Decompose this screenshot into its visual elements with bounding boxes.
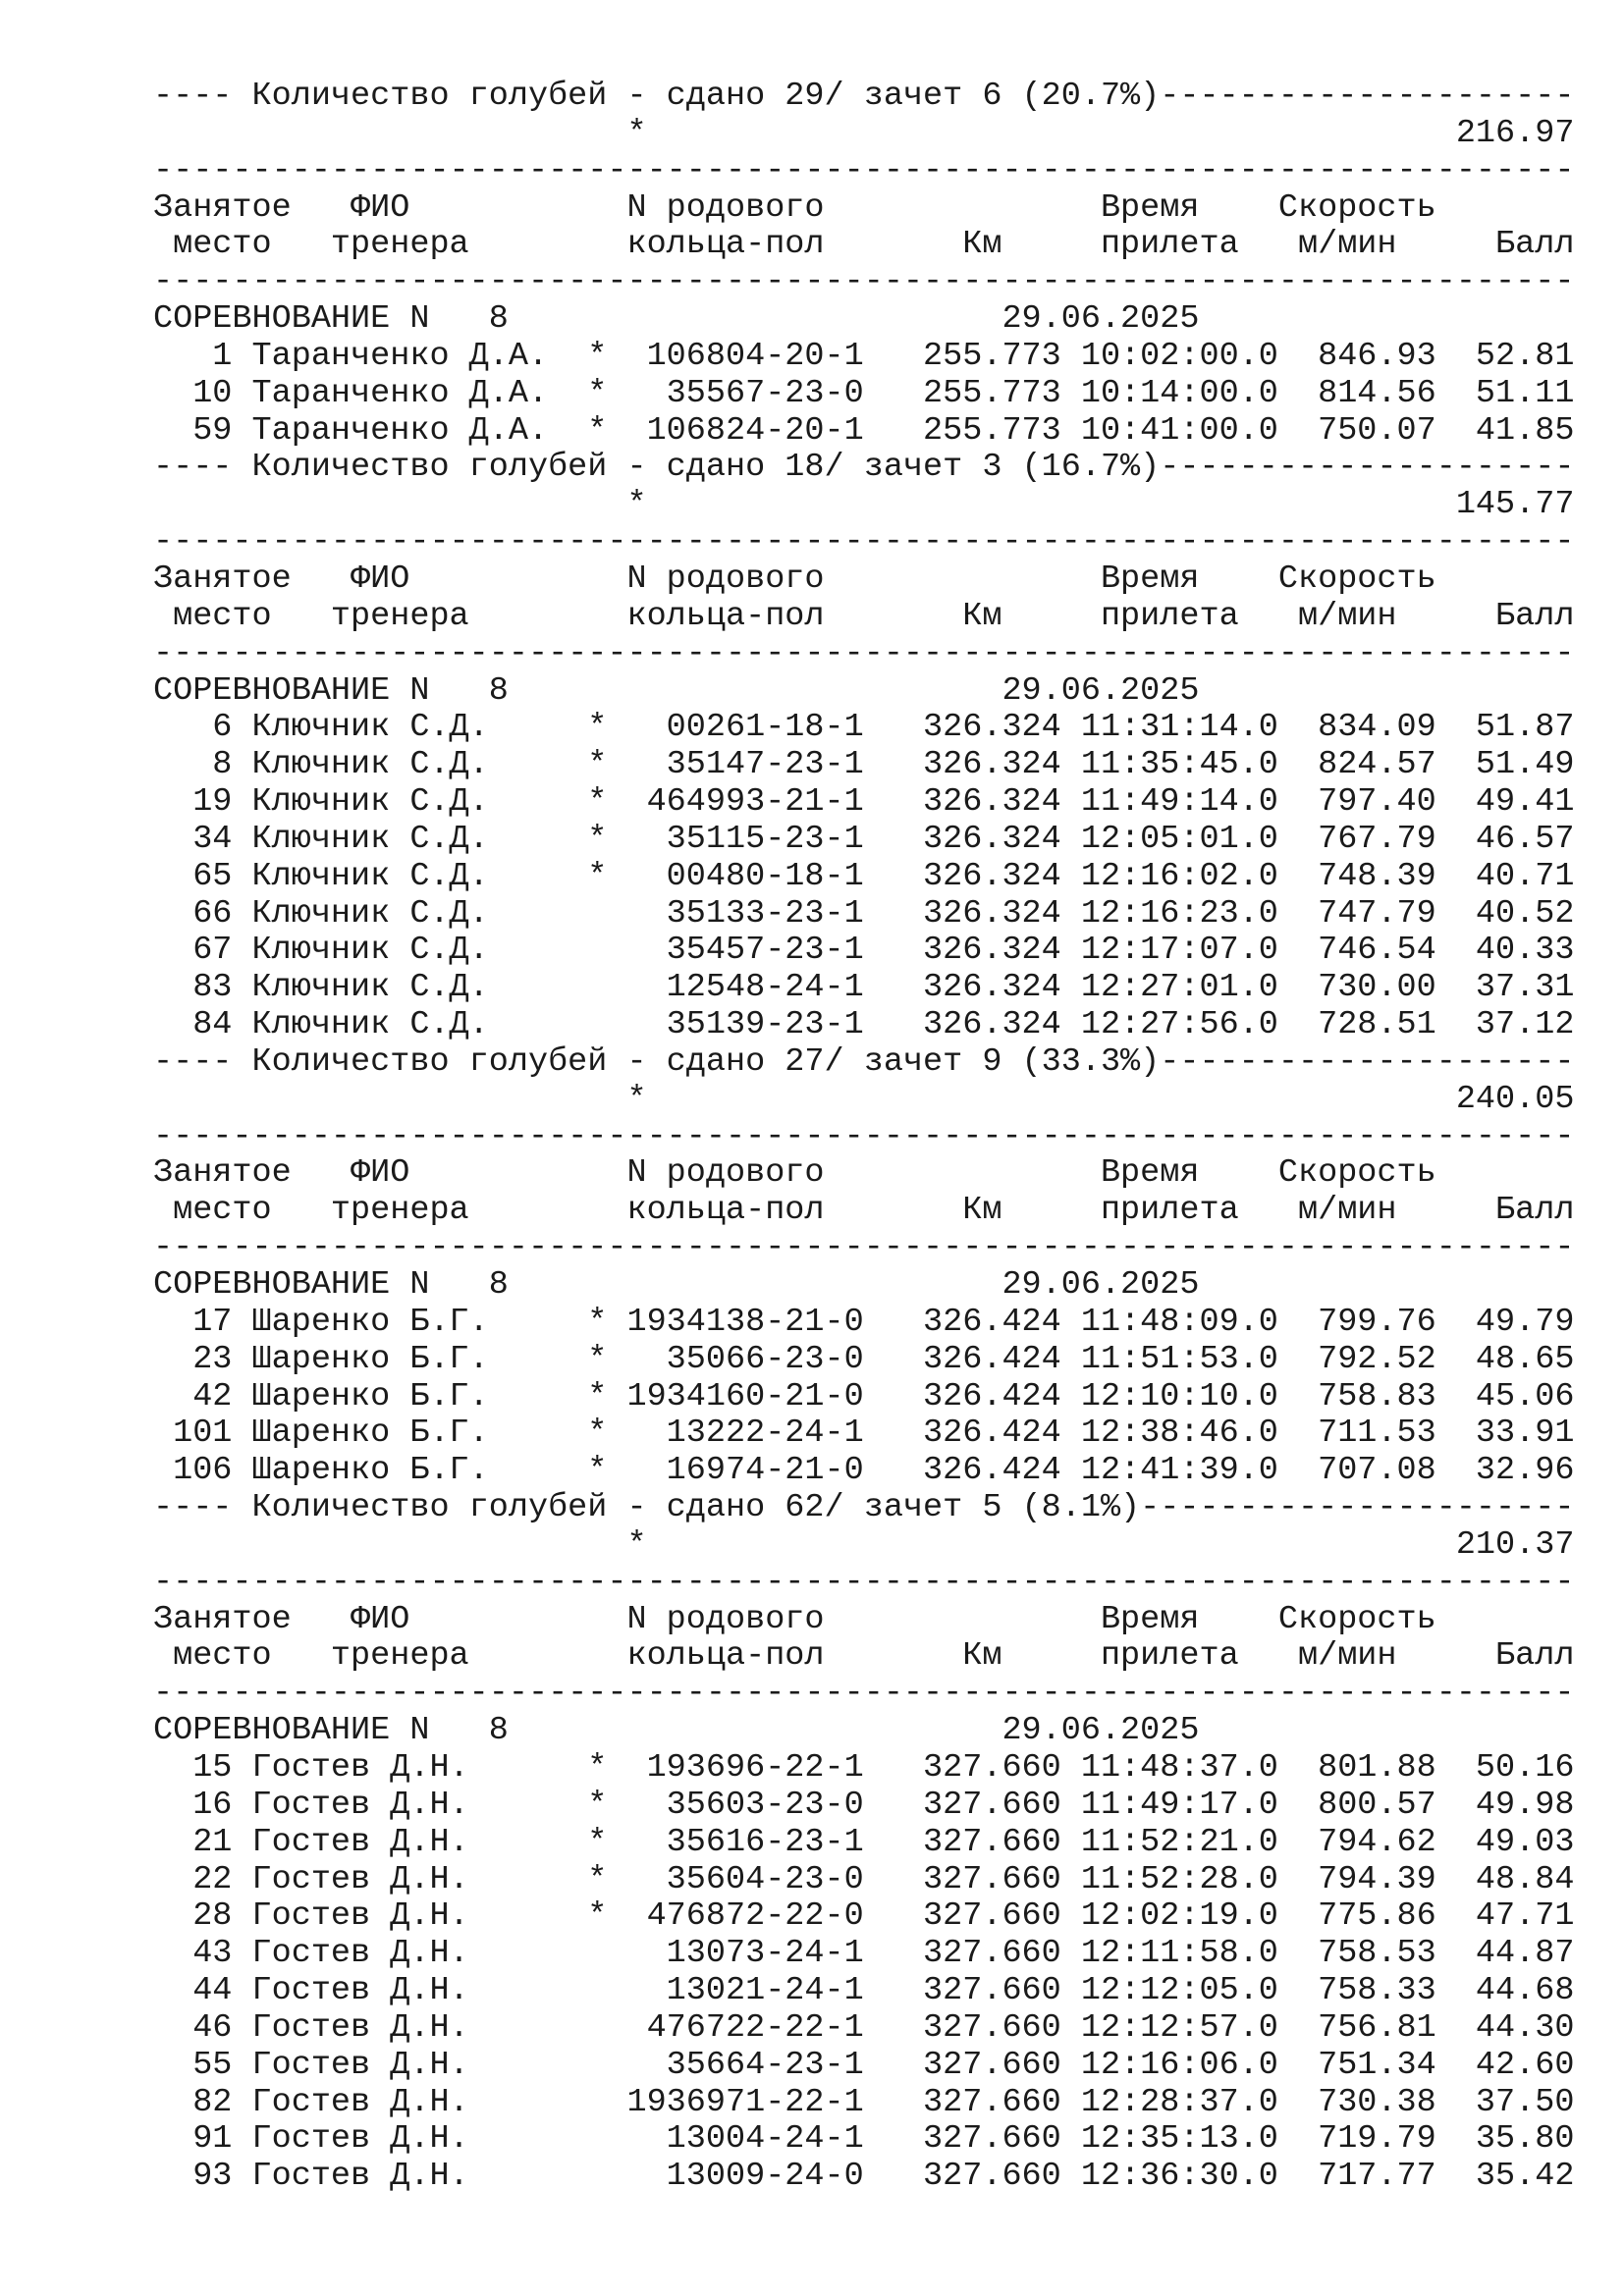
result-row: 46 Гостев Д.Н. 476722-22-1 327.660 12:12:57.0 756.81 44.30 <box>153 2008 1575 2047</box>
competition-line: СОРЕВНОВАНИЕ N 8 29.06.2025 <box>153 1266 1200 1304</box>
competition-line: СОРЕВНОВАНИЕ N 8 29.06.2025 <box>153 300 1200 339</box>
column-header-line: Занятое ФИО N родового Время Скорость <box>153 188 1436 227</box>
section-summary-line: ---- Количество голубей - сдано 27/ зачет 9 (33.3%)--------------------- <box>153 1042 1575 1081</box>
section-total-line: * 210.37 <box>153 1525 1575 1564</box>
result-row: 65 Ключник С.Д. * 00480-18-1 326.324 12:16:02.0 748.39 40.71 <box>153 857 1575 895</box>
section-total-line: * 240.05 <box>153 1080 1575 1118</box>
separator-line: ------------------------------------------------------------------------ <box>153 1117 1575 1155</box>
result-row: 82 Гостев Д.Н. 1936971-22-1 327.660 12:28:37.0 730.38 37.50 <box>153 2083 1575 2121</box>
separator-line: ------------------------------------------------------------------------ <box>153 1563 1575 1601</box>
section-total-line: * 216.97 <box>153 114 1575 152</box>
result-row: 34 Ключник С.Д. * 35115-23-1 326.324 12:05:01.0 767.79 46.57 <box>153 820 1575 858</box>
column-header-line: место тренера кольца-пол Км прилета м/мин Балл <box>153 597 1575 635</box>
result-row: 6 Ключник С.Д. * 00261-18-1 326.324 11:31:14.0 834.09 51.87 <box>153 709 1575 747</box>
column-header-line: место тренера кольца-пол Км прилета м/мин Балл <box>153 1637 1575 1676</box>
column-header-line: место тренера кольца-пол Км прилета м/мин Балл <box>153 226 1575 264</box>
result-row: 55 Гостев Д.Н. 35664-23-1 327.660 12:16:06.0 751.34 42.60 <box>153 2046 1575 2084</box>
separator-line: ------------------------------------------------------------------------ <box>153 523 1575 561</box>
section-total-line: * 145.77 <box>153 486 1575 524</box>
column-header-line: Занятое ФИО N родового Время Скорость <box>153 1600 1436 1638</box>
result-row: 101 Шаренко Б.Г. * 13222-24-1 326.424 12:38:46.0 711.53 33.91 <box>153 1415 1575 1453</box>
separator-line: ------------------------------------------------------------------------ <box>153 1675 1575 1713</box>
column-header-line: Занятое ФИО N родового Время Скорость <box>153 560 1436 598</box>
result-row: 28 Гостев Д.Н. * 476872-22-0 327.660 12:02:19.0 775.86 47.71 <box>153 1897 1575 1936</box>
column-header-line: место тренера кольца-пол Км прилета м/мин Балл <box>153 1192 1575 1230</box>
result-row: 93 Гостев Д.Н. 13009-24-0 327.660 12:36:30.0 717.77 35.42 <box>153 2158 1575 2196</box>
separator-line: ------------------------------------------------------------------------ <box>153 634 1575 672</box>
section-summary-line: ---- Количество голубей - сдано 18/ зачет 3 (16.7%)--------------------- <box>153 449 1575 487</box>
result-row: 1 Таранченко Д.А. * 106804-20-1 255.773 10:02:00.0 846.93 52.81 <box>153 337 1575 375</box>
competition-line: СОРЕВНОВАНИЕ N 8 29.06.2025 <box>153 671 1200 710</box>
competition-line: СОРЕВНОВАНИЕ N 8 29.06.2025 <box>153 1712 1200 1750</box>
result-row: 84 Ключник С.Д. 35139-23-1 326.324 12:27:56.0 728.51 37.12 <box>153 1006 1575 1044</box>
result-row: 19 Ключник С.Д. * 464993-21-1 326.324 11:49:14.0 797.40 49.41 <box>153 783 1575 822</box>
result-row: 21 Гостев Д.Н. * 35616-23-1 327.660 11:52:21.0 794.62 49.03 <box>153 1823 1575 1861</box>
report-printout <box>153 79 1574 2196</box>
result-row: 42 Шаренко Б.Г. * 1934160-21-0 326.424 12:10:10.0 758.83 45.06 <box>153 1377 1575 1415</box>
section-summary-line: ---- Количество голубей - сдано 62/ зачет 5 (8.1%)---------------------- <box>153 1489 1575 1527</box>
result-row: 83 Ключник С.Д. 12548-24-1 326.324 12:27:01.0 730.00 37.31 <box>153 969 1575 1007</box>
result-row: 15 Гостев Д.Н. * 193696-22-1 327.660 11:48:37.0 801.88 50.16 <box>153 1748 1575 1787</box>
separator-line: ------------------------------------------------------------------------ <box>153 263 1575 301</box>
result-row: 10 Таранченко Д.А. * 35567-23-0 255.773 10:14:00.0 814.56 51.11 <box>153 374 1575 412</box>
result-row: 44 Гостев Д.Н. 13021-24-1 327.660 12:12:05.0 758.33 44.68 <box>153 1972 1575 2010</box>
result-row: 17 Шаренко Б.Г. * 1934138-21-0 326.424 11:48:09.0 799.76 49.79 <box>153 1303 1575 1341</box>
result-row: 91 Гостев Д.Н. 13004-24-1 327.660 12:35:13.0 719.79 35.80 <box>153 2120 1575 2159</box>
separator-line: ------------------------------------------------------------------------ <box>153 151 1575 189</box>
result-row: 67 Ключник С.Д. 35457-23-1 326.324 12:17:07.0 746.54 40.33 <box>153 932 1575 970</box>
column-header-line: Занятое ФИО N родового Время Скорость <box>153 1154 1436 1193</box>
result-row: 43 Гостев Д.Н. 13073-24-1 327.660 12:11:58.0 758.53 44.87 <box>153 1935 1575 1973</box>
result-row: 66 Ключник С.Д. 35133-23-1 326.324 12:16:23.0 747.79 40.52 <box>153 894 1575 933</box>
result-row: 8 Ключник С.Д. * 35147-23-1 326.324 11:35:45.0 824.57 51.49 <box>153 746 1575 784</box>
separator-line: ------------------------------------------------------------------------ <box>153 1229 1575 1267</box>
result-row: 22 Гостев Д.Н. * 35604-23-0 327.660 11:52:28.0 794.39 48.84 <box>153 1860 1575 1898</box>
result-row: 16 Гостев Д.Н. * 35603-23-0 327.660 11:49:17.0 800.57 49.98 <box>153 1786 1575 1824</box>
section-summary-line: ---- Количество голубей - сдано 29/ зачет 6 (20.7%)--------------------- <box>153 78 1575 115</box>
result-row: 106 Шаренко Б.Г. * 16974-21-0 326.424 12:41:39.0 707.08 32.96 <box>153 1452 1575 1490</box>
result-row: 23 Шаренко Б.Г. * 35066-23-0 326.424 11:51:53.0 792.52 48.65 <box>153 1340 1575 1378</box>
result-row: 59 Таранченко Д.А. * 106824-20-1 255.773 10:41:00.0 750.07 41.85 <box>153 411 1575 450</box>
